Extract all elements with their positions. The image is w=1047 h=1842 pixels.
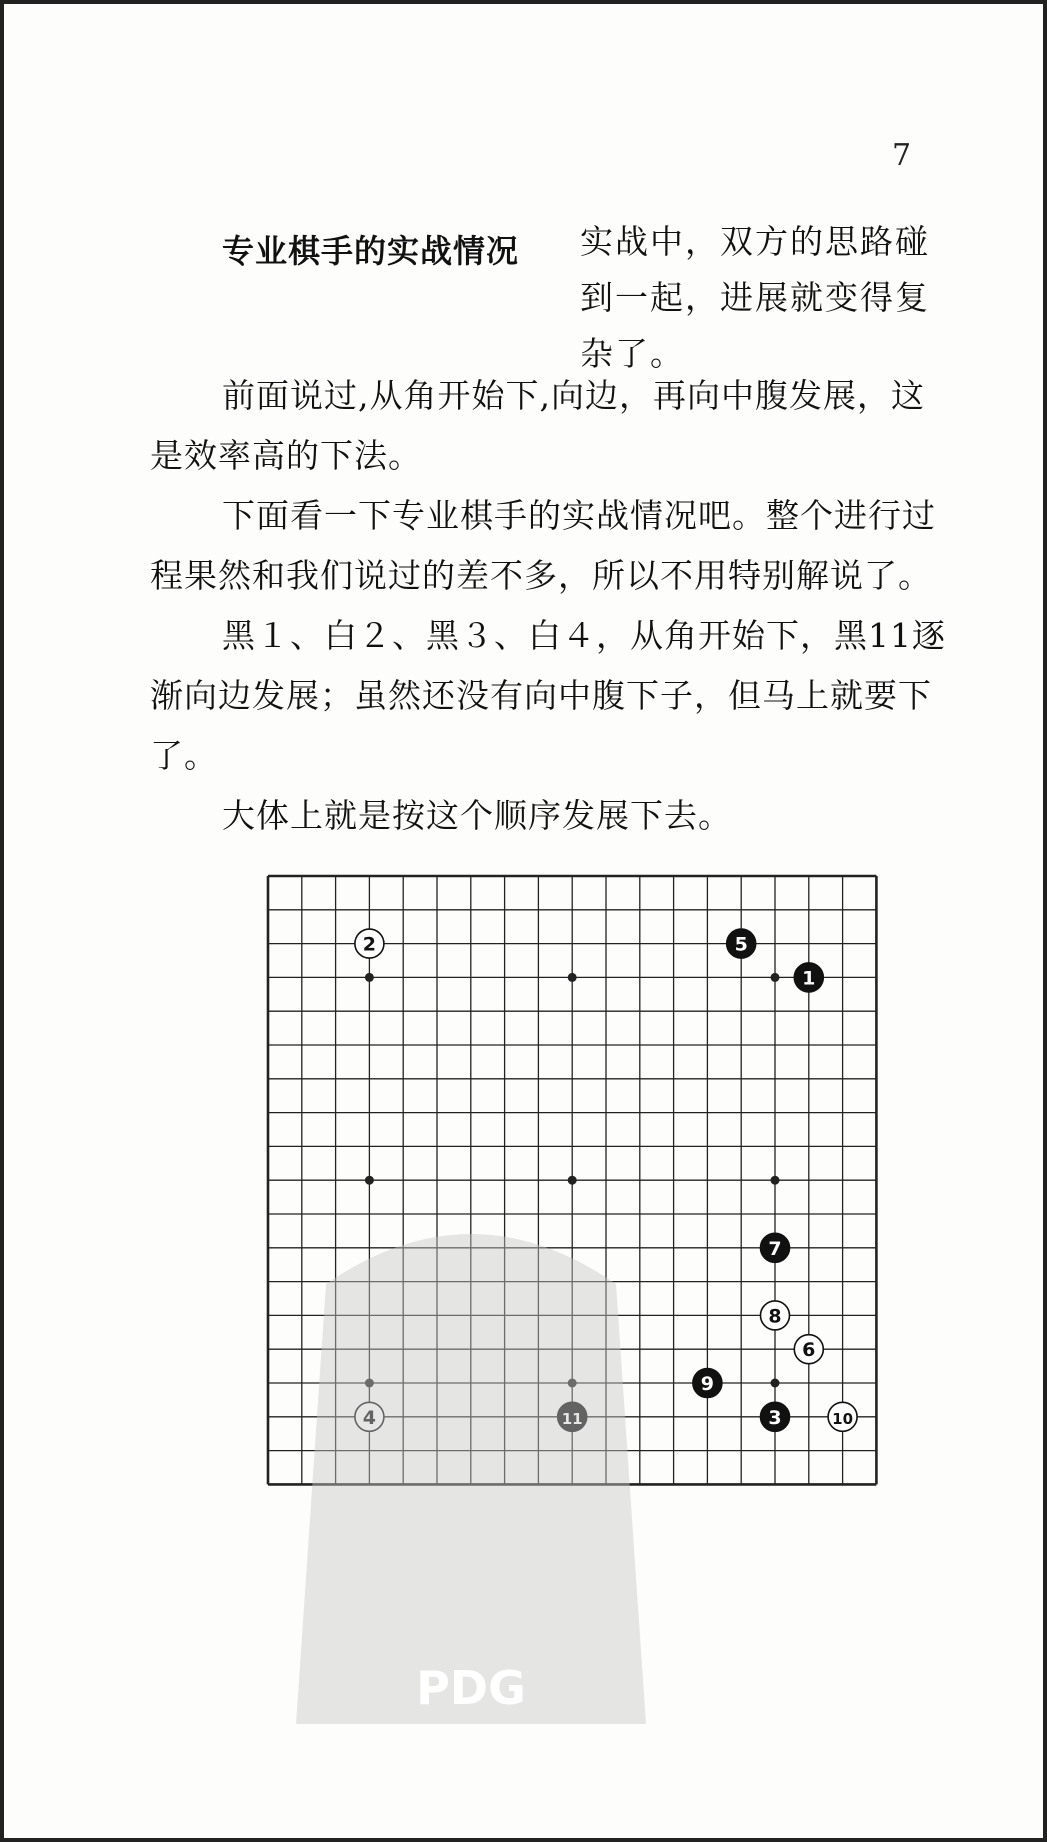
- star-point: [568, 1379, 577, 1388]
- stone-move-number: 11: [561, 1409, 583, 1428]
- section-title: 专业棋手的实战情况: [222, 232, 520, 270]
- page-number: 7: [892, 138, 912, 173]
- stone-move-number: 5: [734, 933, 748, 956]
- watermark-text: PDG: [416, 1661, 526, 1715]
- stone-move-number: 10: [832, 1409, 854, 1428]
- paragraph: 下面看一下专业棋手的实战情况吧。整个进行过程果然和我们说过的差不多，所以不用特别解说了。: [150, 496, 936, 595]
- star-point: [568, 1176, 577, 1185]
- star-point: [365, 1176, 374, 1185]
- stone-move-number: 9: [700, 1373, 715, 1395]
- stone-move-number: 1: [802, 967, 816, 990]
- paragraph: 前面说过,从角开始下,向边，再向中腹发展，这是效率高的下法。: [150, 376, 925, 475]
- paragraph: 黑１、白２、黑３、白４，从角开始下，黑11逐渐向边发展；虽然还没有向中腹下子，但马上就要下了。: [150, 616, 946, 775]
- stone-move-number: 7: [768, 1237, 782, 1260]
- stone-move-number: 2: [362, 933, 377, 956]
- body-text: [150, 366, 950, 846]
- star-point: [771, 973, 780, 982]
- section-note: 实战中，双方的思路碰到一起，进展就变得复杂了。: [580, 222, 930, 373]
- stone-move-number: 3: [768, 1406, 782, 1429]
- star-point: [365, 973, 374, 982]
- star-point: [771, 1379, 780, 1388]
- stone-move-number: 8: [768, 1305, 782, 1328]
- stone-move-number: 4: [362, 1406, 377, 1429]
- star-point: [365, 1379, 374, 1388]
- go-board-diagram: [262, 870, 882, 1490]
- stone-move-number: 6: [802, 1339, 816, 1362]
- paragraph: 大体上就是按这个顺序发展下去。: [222, 796, 732, 835]
- star-point: [568, 973, 577, 982]
- go-board: [262, 870, 882, 1490]
- star-point: [771, 1176, 780, 1185]
